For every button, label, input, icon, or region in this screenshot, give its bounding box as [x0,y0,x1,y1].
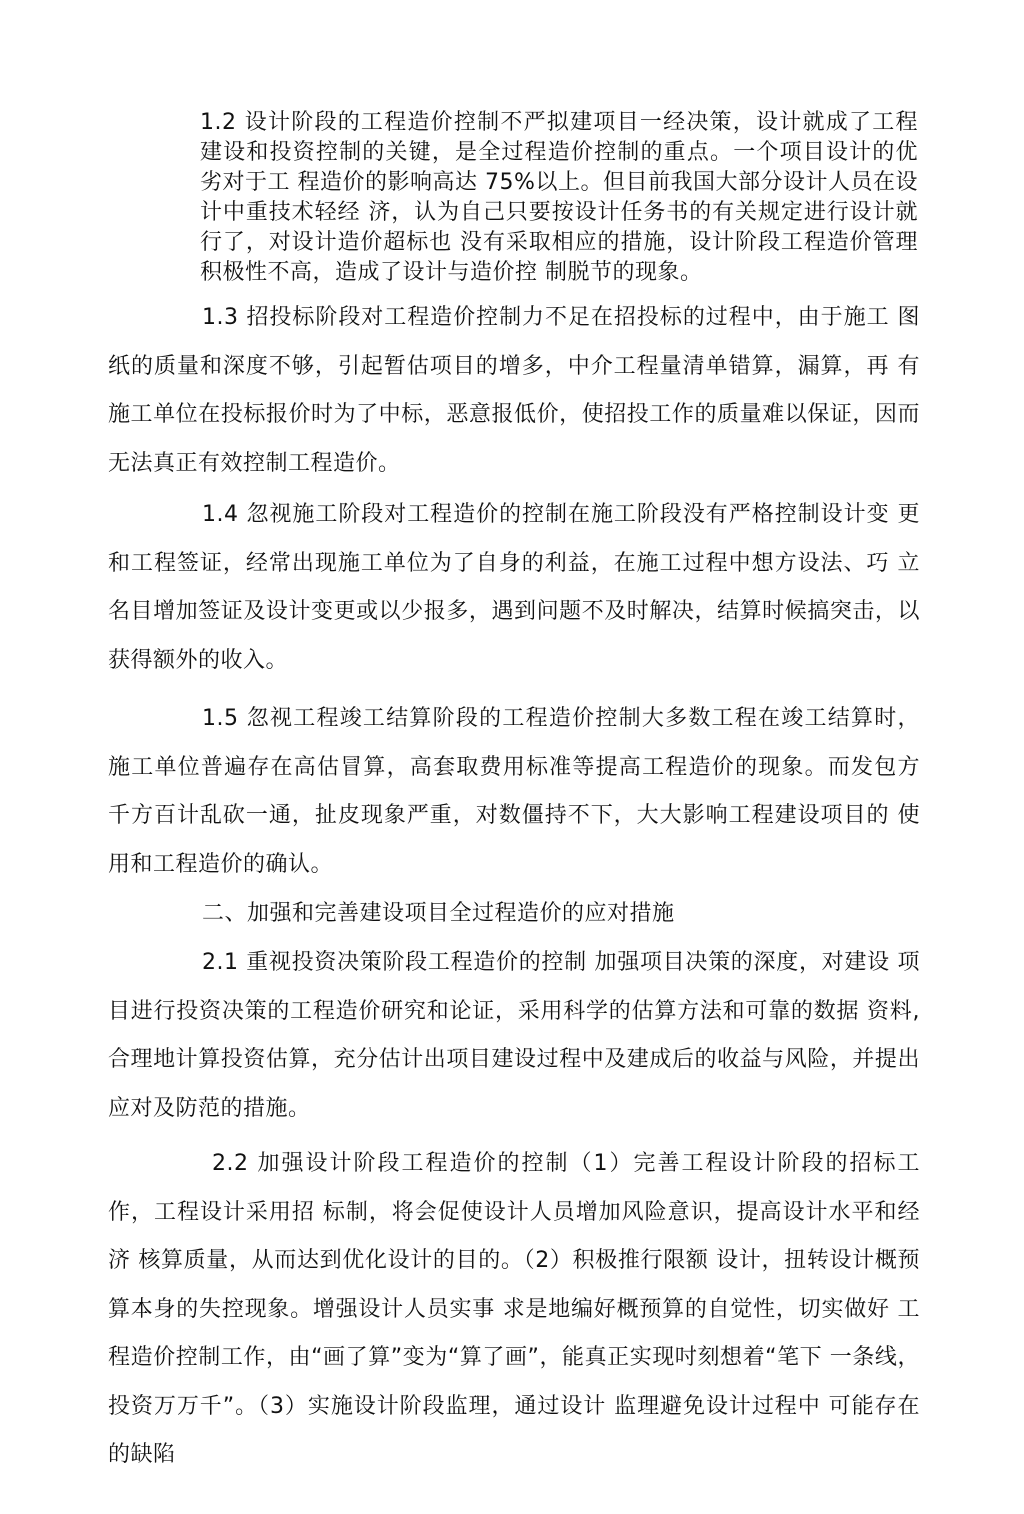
section-2-heading: 二、加强和完善建设项目全过程造价的应对措施 [202,901,675,926]
paragraph-1-5: 1.5 忽视工程竣工结算阶段的工程造价控制大多数工程在竣工结算时，施工单位普遍存在高估冒算，高套取费用标准等提高工程造价的现象。而发包方 千方百计乱砍一通，扯皮现象严重，对数僵持不下，大大影响工程建设项目的 使用和工程造价的确认。 [108,706,920,877]
paragraph-1-4: 1.4 忽视施工阶段对工程造价的控制在施工阶段没有严格控制设计变 更和工程签证，经常出现施工单位为了自身的利益，在施工过程中想方设法、巧 立名目增加签证及设计变更或以少报多，遇到问题不及时解决，结算时候搞突击，以获得额外的收入。 [108,502,920,673]
paragraph-1-3: 1.3 招投标阶段对工程造价控制力不足在招投标的过程中，由于施工 图纸的质量和深度不够，引起暂估项目的增多，中介工程量清单错算，漏算，再 有施工单位在投标报价时为了中标，恶意报低价，使招投工作的质量难以保证，因而无法真正有效控制工程造价。 [108,305,920,476]
paragraph-2-2: 2.2 加强设计阶段工程造价的控制（1）完善工程设计阶段的招标工作，工程设计采用招 标制，将会促使设计人员增加风险意识，提高设计水平和经济 核算质量，从而达到优化设计的目的。（2）积极推行限额 设计，扭转设计概预 算本身的失控现象。增强设计人员实事 求是地编好概预算的自觉性，切实做好 工程造价控制工作，由“画了算”变为“算了画”，能真正实现吋刻想着“笔下 一条线，投资万万千”。（3）实施设计阶段监理，通过设计 监理避免设计过程中 可能存在的缺陷 [108,1151,920,1467]
paragraph-2-1: 2.1 重视投资决策阶段工程造价的控制 加强项目决策的深度，对建设 项目进行投资决策的工程造价研究和论证，采用科学的估算方法和可靠的数据 资料,合理地计算投资估算，充分估计出项目建设过程中及建成后的收益与风险，并提出应对及防范的措施。 [108,950,920,1121]
paragraph-1-2: 1.2 设计阶段的工程造价控制不严拟建项目一经决策，设计就成了工程 建设和投资控制的关键，是全过程造价控制的重点。一个项目设计的优劣对于工 程造价的影响高达 75%以上。但目前我国大部分设计人员在设计中重技术轻经 济，认为自己只要按设计任务书的有关规定进行设计就行了，对设计造价超标也 没有采取相应的措施，设计阶段工程造价管理积极性不高，造成了设计与造价控 制脱节的现象。 [200,110,918,285]
